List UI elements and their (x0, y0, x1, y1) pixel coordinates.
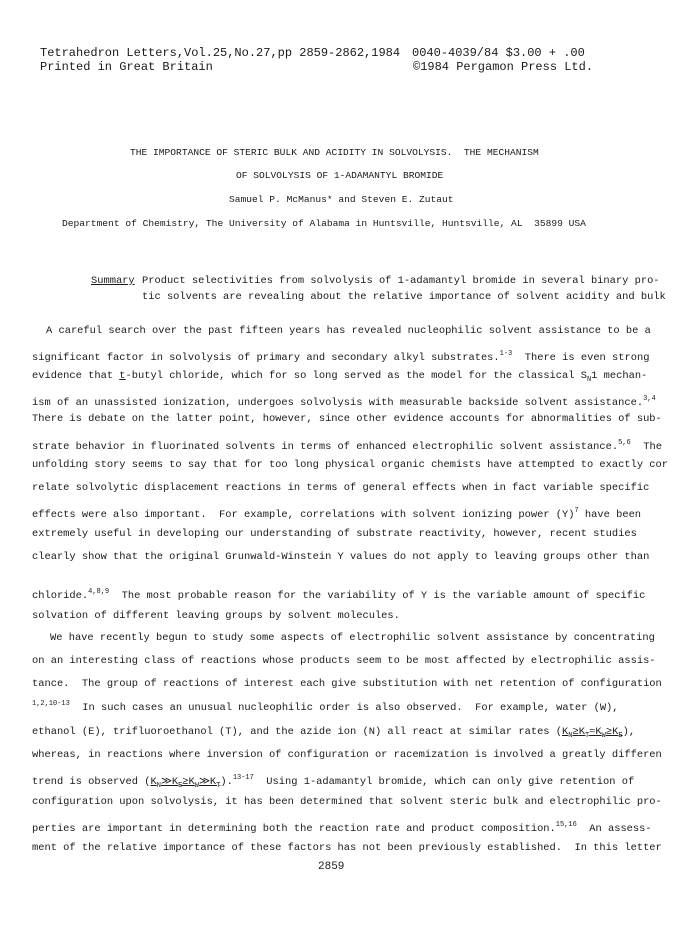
body-line: clearly show that the original Grunwald-Winstein Y values do not apply to leaving groups other than (32, 551, 650, 563)
body-line: relate solvolytic displacement reactions in terms of general effects when in fact variable specific (32, 482, 650, 494)
body-line: on an interesting class of reactions whose products seem to be most affected by electrophilic assis- (32, 655, 656, 667)
authors: Samuel P. McManus* and Steven E. Zutaut (229, 194, 454, 205)
body-line: A careful search over the past fifteen years has revealed nucleophilic solvent assistance to be a (46, 325, 651, 337)
body-line: There is debate on the latter point, however, since other evidence accounts for abnormalities of sub- (32, 413, 662, 425)
body-line: We have recently begun to study some aspects of electrophilic solvent assistance by concentrating (50, 632, 655, 644)
citation: 15,16 (555, 821, 577, 829)
body-line: evidence that t-butyl chloride, which for so long served as the model for the classical $S_N1$ mechan- (32, 370, 648, 384)
price-code: 0040-4039/84 $3.00 + .00 (412, 46, 585, 60)
body-line: perties are important in determining both the reaction rate and product composition.$^{15,16}$ An assess- (32, 821, 652, 835)
body-line: configuration upon solvolysis, it has been determined that solvent steric bulk and electrophilic pro- (32, 796, 662, 808)
body-line: chloride.$^{4,8,9}$ The most probable reason for the variability of Y is the variable amount of specific (32, 588, 646, 602)
body-line: tance. The group of reactions of interest each give substitution with net retention of configuration (32, 678, 662, 690)
printed-in: Printed in Great Britain (40, 60, 213, 74)
citation: 3,4 (643, 395, 656, 403)
body-line: significant factor in solvolysis of primary and secondary alkyl substrates.$^{1-3}$ There is even strong (32, 350, 650, 364)
page-number: 2859 (318, 861, 345, 873)
body-line: effects were also important. For example, correlations with solvent ionizing power $(Y)^7$ have been (32, 507, 642, 521)
citation: 5,6 (618, 439, 631, 447)
body-line: solvation of different leaving groups by solvent molecules. (32, 610, 400, 622)
body-line: ment of the relative importance of these factors has not been previously established. In this letter (32, 842, 662, 854)
citation: 13-17 (232, 774, 254, 782)
body-line: unfolding story seems to say that for too long physical organic chemists have attempted to exactly cor (32, 459, 669, 471)
body-line: ism of an unassisted ionization, undergoes solvolysis with measurable backside solvent assistance.$^{3,4}$ (32, 395, 656, 409)
title-line-1: THE IMPORTANCE OF STERIC BULK AND ACIDITY IN SOLVOLYSIS. THE MECHANISM (130, 147, 539, 158)
body-line: ethanol (E), trifluoroethanol (T), and the azide ion (N) all react at similar rates $(K_N\ge K_T\approx K_W\ge K_E)$, (32, 726, 636, 740)
body-line: extremely useful in developing our understanding of substrate reactivity, however, recent studies (32, 528, 637, 540)
summary-line-1: Product selectivities from solvolysis of 1-adamantyl bromide in several binary pro- (142, 275, 660, 287)
body-line: whereas, in reactions where inversion of configuration or racemization is involved a greatly differen (32, 749, 662, 761)
title-line-2: OF SOLVOLYSIS OF 1-ADAMANTYL BROMIDE (236, 170, 444, 181)
copyright: ©1984 Pergamon Press Ltd. (413, 60, 594, 74)
summary-line-2: tic solvents are revealing about the relative importance of solvent acidity and bulk (142, 291, 666, 303)
journal-citation: Tetrahedron Letters,Vol.25,No.27,pp 2859-2862,1984 (40, 46, 401, 60)
affiliation: Department of Chemistry, The University of Alabama in Huntsville, Huntsville, AL 35899 USA (62, 218, 586, 229)
citation: 4,8,9 (88, 588, 110, 596)
citation: 1-3 (499, 350, 513, 358)
body-line: $^{1,2,10-13}$ In such cases an unusual nucleophilic order is also observed. For example, water (W), (32, 700, 619, 714)
body-line: strate behavior in fluorinated solvents in terms of enhanced electrophilic solvent assistance.$^{5,6}$ The (32, 439, 662, 453)
body-line: trend is observed $(K_N≫K_E\ge K_W≫K_T).^{13-17}$ Using 1-adamantyl bromide, which can only give retention of (32, 774, 635, 790)
citation: 7 (574, 507, 579, 515)
citation: 1,2,10-13 (32, 700, 70, 708)
summary-label: Summary (91, 275, 135, 287)
